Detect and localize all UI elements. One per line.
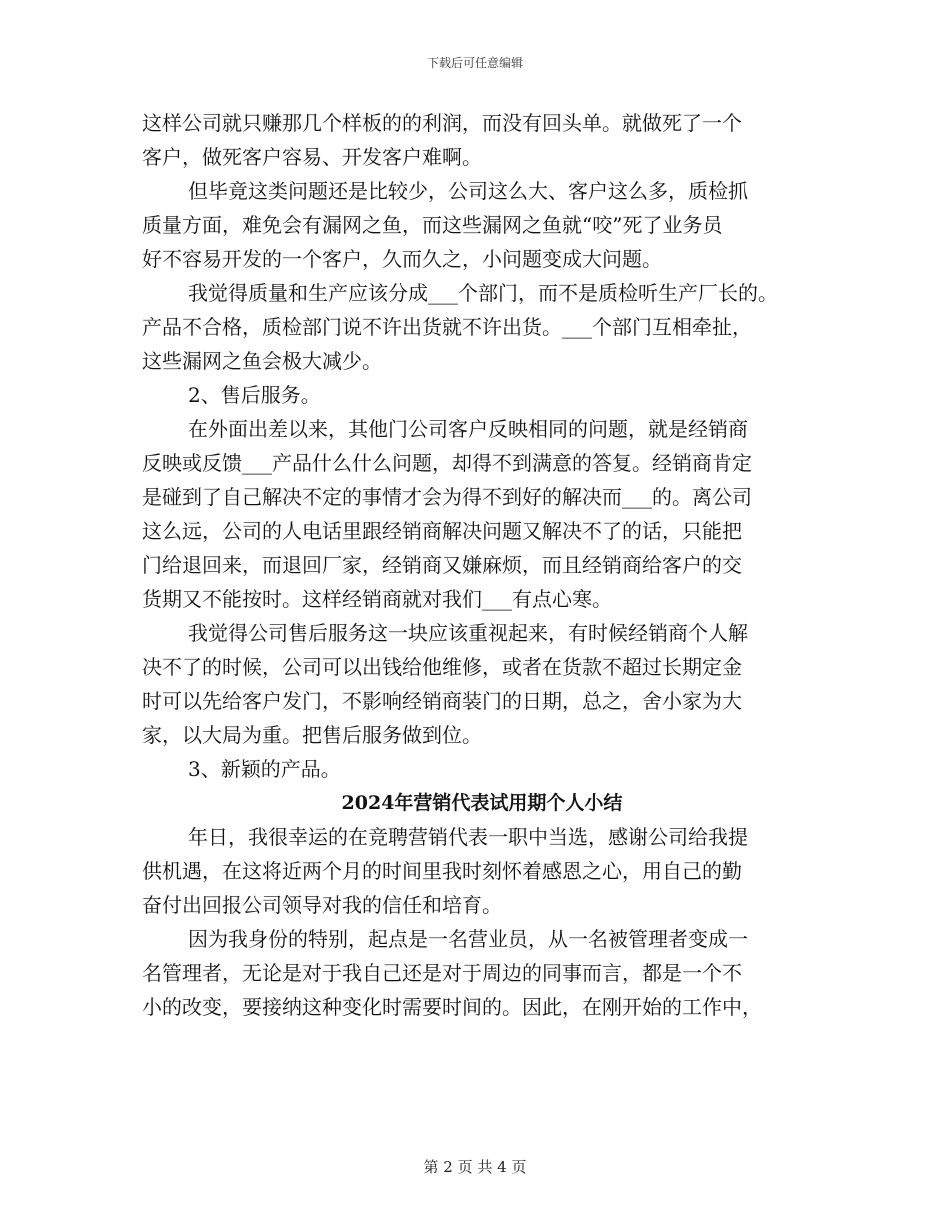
text-line: 客户，做死客户容易、开发客户难啊。 xyxy=(142,145,482,169)
text-line: 这样公司就只赚那几个样板的的利润，而没有回头单。就做死了一个 xyxy=(142,111,742,135)
text-line: 时可以先给客户发门，不影响经销商装门的日期，总之，舍小家为大 xyxy=(142,689,742,713)
text-line: 3、新颖的产品。 xyxy=(188,757,341,781)
text-line: 这些漏网之鱼会极大减少。 xyxy=(142,349,382,373)
text-line: 供机遇，在这将近两个月的时间里我时刻怀着感恩之心，用自己的勤 xyxy=(142,859,742,883)
text-line: 在外面出差以来，其他门公司客户反映相同的问题，就是经销商 xyxy=(188,417,748,441)
text-line: 决不了的时候，公司可以出钱给他维修，或者在货款不超过长期定金 xyxy=(142,655,742,679)
text-line: 门给退回来，而退回厂家，经销商又嫌麻烦，而且经销商给客户的交 xyxy=(142,553,742,577)
text-line: 但毕竟这类问题还是比较少，公司这么大、客户这么多，质检抓 xyxy=(188,179,748,203)
text-line: 名管理者，无论是对于我自己还是对于周边的同事而言，都是一个不 xyxy=(142,961,742,985)
text-line: 年日，我很幸运的在竞聘营销代表一职中当选，感谢公司给我提 xyxy=(188,825,748,849)
text-line: 奋付出回报公司领导对我的信任和培育。 xyxy=(142,893,502,917)
text-line: 质量方面，难免会有漏网之鱼，而这些漏网之鱼就“咬”死了业务员 xyxy=(142,213,723,237)
text-line: 是碰到了自己解决不定的事情才会为得不到好的解决而___的。离公司 xyxy=(142,485,752,509)
text-line: 货期又不能按时。这样经销商就对我们___有点心寒。 xyxy=(142,587,612,611)
text-line: 2、售后服务。 xyxy=(188,383,321,407)
text-line: 我觉得质量和生产应该分成___个部门，而不是质检听生产厂长的。 xyxy=(188,281,778,305)
text-line: 好不容易开发的一个客户，久而久之，小问题变成大问题。 xyxy=(142,247,662,271)
text-line: 产品不合格，质检部门说不许出货就不许出货。___个部门互相牵扯， xyxy=(142,315,752,339)
text-line: 我觉得公司售后服务这一块应该重视起来，有时候经销商个人解 xyxy=(188,621,748,645)
text-line: 家，以大局为重。把售后服务做到位。 xyxy=(142,723,482,747)
page-header: 下载后可任意编辑 xyxy=(426,56,523,70)
text-line: 小的改变，要接纳这种变化时需要时间的。因此，在刚开始的工作中， xyxy=(142,995,762,1019)
text-line: 因为我身份的特别，起点是一名营业员，从一名被管理者变成一 xyxy=(188,927,748,951)
document-body xyxy=(142,106,822,1024)
section-title: 2024年营销代表试用期个人小结 xyxy=(341,792,623,814)
page-footer: 第 2 页 共 4 页 xyxy=(423,1158,527,1176)
text-line: 这么远，公司的人电话里跟经销商解决问题又解决不了的话，只能把 xyxy=(142,519,742,543)
text-line: 反映或反馈___产品什么什么问题，却得不到满意的答复。经销商肯定 xyxy=(142,451,752,475)
